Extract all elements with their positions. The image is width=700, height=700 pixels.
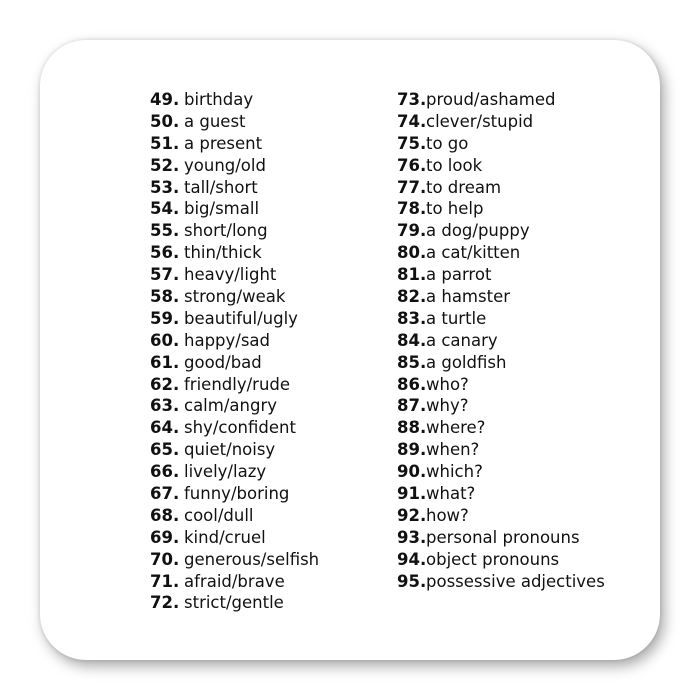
item-number: 63. — [150, 396, 180, 416]
item-text: a present — [184, 133, 263, 153]
item-number: 69. — [150, 527, 180, 547]
list-item — [397, 308, 605, 330]
item-number: 93. — [397, 527, 427, 547]
item-number: 75. — [397, 133, 427, 153]
item-text: why? — [426, 396, 469, 416]
list-item — [397, 133, 605, 155]
item-number: 73. — [397, 90, 427, 109]
item-number: 90. — [397, 462, 427, 482]
list-item — [397, 177, 605, 199]
item-text: to dream — [426, 177, 502, 197]
item-text: who? — [426, 374, 469, 394]
item-number: 65. — [150, 440, 180, 460]
list-item — [397, 571, 605, 593]
item-text: where? — [426, 418, 486, 438]
item-number: 95. — [397, 571, 427, 591]
item-number: 74. — [397, 111, 427, 131]
item-number: 56. — [150, 243, 180, 263]
item-text: lively/lazy — [184, 462, 267, 482]
list-item — [150, 242, 319, 264]
list-item — [150, 374, 319, 396]
list-item — [150, 220, 319, 242]
item-number: 81. — [397, 265, 427, 285]
item-number: 85. — [397, 352, 427, 372]
list-item — [150, 177, 319, 199]
item-number: 49. — [150, 90, 180, 109]
item-text: clever/stupid — [426, 111, 534, 131]
item-text: a goldfish — [426, 352, 507, 372]
list-item — [397, 505, 605, 527]
item-number: 88. — [397, 418, 427, 438]
list-item — [397, 330, 605, 352]
item-number: 59. — [150, 308, 180, 328]
item-text: short/long — [184, 221, 268, 241]
item-number: 82. — [397, 287, 427, 307]
item-number: 79. — [397, 221, 427, 241]
list-item — [150, 549, 319, 571]
item-text: birthday — [184, 90, 254, 109]
item-text: a turtle — [426, 308, 487, 328]
item-number: 50. — [150, 111, 180, 131]
item-number: 57. — [150, 265, 180, 285]
list-item — [150, 133, 319, 155]
item-text: to look — [426, 155, 483, 175]
list-item — [150, 505, 319, 527]
item-text: personal pronouns — [426, 527, 580, 547]
item-text: quiet/noisy — [184, 440, 276, 460]
item-number: 94. — [397, 549, 427, 569]
list-item — [150, 352, 319, 374]
item-number: 91. — [397, 484, 427, 504]
item-number: 51. — [150, 133, 180, 153]
list-item — [397, 461, 605, 483]
list-item — [150, 527, 319, 549]
list-item — [397, 220, 605, 242]
list-item — [150, 286, 319, 308]
item-text: shy/confident — [184, 418, 296, 438]
list-item — [150, 483, 319, 505]
item-text: good/bad — [184, 352, 262, 372]
item-text: generous/selfish — [184, 549, 320, 569]
item-text: funny/boring — [184, 484, 290, 504]
item-text: possessive adjectives — [426, 571, 605, 591]
list-item — [150, 330, 319, 352]
list-item — [150, 395, 319, 417]
item-number: 64. — [150, 418, 180, 438]
item-text: afraid/brave — [184, 571, 285, 591]
list-item — [150, 439, 319, 461]
right-column-list — [397, 89, 605, 592]
list-item — [397, 417, 605, 439]
item-number: 76. — [397, 155, 427, 175]
item-text: strong/weak — [184, 287, 286, 307]
list-item — [397, 395, 605, 417]
list-item — [397, 549, 605, 571]
item-number: 62. — [150, 374, 180, 394]
list-item — [150, 198, 319, 220]
item-number: 83. — [397, 308, 427, 328]
item-number: 87. — [397, 396, 427, 416]
item-text: kind/cruel — [184, 527, 266, 547]
list-item — [150, 111, 319, 133]
item-text: heavy/light — [184, 265, 277, 285]
list-item — [397, 439, 605, 461]
vocabulary-card — [40, 40, 660, 660]
item-number: 71. — [150, 571, 180, 591]
item-number: 53. — [150, 177, 180, 197]
list-item — [150, 592, 319, 614]
item-text: how? — [426, 505, 469, 525]
item-text: tall/short — [184, 177, 258, 197]
item-text: a hamster — [426, 287, 510, 307]
item-number: 86. — [397, 374, 427, 394]
item-number: 68. — [150, 505, 180, 525]
list-item — [397, 155, 605, 177]
item-number: 67. — [150, 484, 180, 504]
list-item — [397, 111, 605, 133]
left-column-list — [150, 89, 319, 614]
item-text: to go — [426, 133, 469, 153]
item-number: 61. — [150, 352, 180, 372]
item-text: cool/dull — [184, 505, 254, 525]
list-item — [397, 286, 605, 308]
item-number: 60. — [150, 330, 180, 350]
item-text: a dog/puppy — [426, 221, 530, 241]
item-number: 72. — [150, 593, 180, 613]
item-number: 66. — [150, 462, 180, 482]
item-number: 54. — [150, 199, 180, 219]
list-item — [397, 264, 605, 286]
item-number: 77. — [397, 177, 427, 197]
item-text: strict/gentle — [184, 593, 284, 613]
item-text: a guest — [184, 111, 246, 131]
item-number: 58. — [150, 287, 180, 307]
item-number: 84. — [397, 330, 427, 350]
list-item — [150, 308, 319, 330]
item-text: what? — [426, 484, 476, 504]
item-text: object pronouns — [426, 549, 560, 569]
item-text: happy/sad — [184, 330, 271, 350]
item-text: to help — [426, 199, 484, 219]
list-item — [150, 89, 319, 111]
list-item — [397, 198, 605, 220]
list-item — [397, 374, 605, 396]
item-text: young/old — [184, 155, 266, 175]
list-item — [397, 352, 605, 374]
list-item — [150, 461, 319, 483]
item-number: 52. — [150, 155, 180, 175]
item-number: 55. — [150, 221, 180, 241]
item-number: 92. — [397, 505, 427, 525]
list-item — [150, 155, 319, 177]
list-item — [397, 89, 605, 111]
item-number: 89. — [397, 440, 427, 460]
item-text: beautiful/ugly — [184, 308, 298, 328]
item-number: 78. — [397, 199, 427, 219]
item-number: 80. — [397, 243, 427, 263]
list-item — [397, 527, 605, 549]
list-item — [150, 571, 319, 593]
item-text: calm/angry — [184, 396, 277, 416]
item-text: thin/thick — [184, 243, 262, 263]
list-item — [150, 417, 319, 439]
item-text: a parrot — [426, 265, 492, 285]
item-text: big/small — [184, 199, 260, 219]
item-text: proud/ashamed — [426, 90, 556, 109]
list-item — [150, 264, 319, 286]
item-text: when? — [426, 440, 480, 460]
item-number: 70. — [150, 549, 180, 569]
list-item — [397, 242, 605, 264]
item-text: friendly/rude — [184, 374, 291, 394]
item-text: which? — [426, 462, 483, 482]
list-item — [397, 483, 605, 505]
item-text: a cat/kitten — [426, 243, 521, 263]
item-text: a canary — [426, 330, 498, 350]
